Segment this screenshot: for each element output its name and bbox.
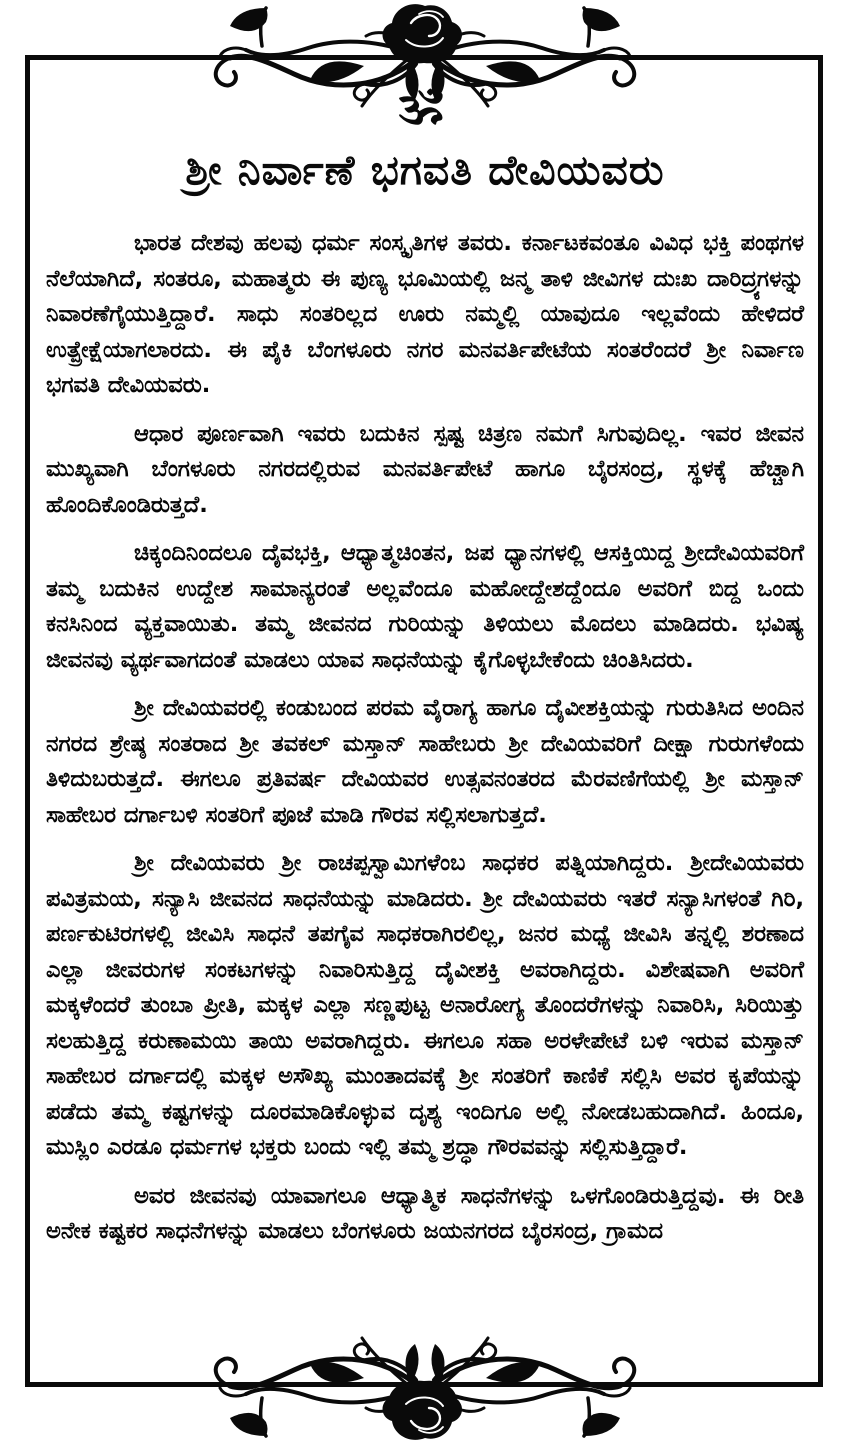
body-paragraph: ಶ್ರೀ ದೇವಿಯವರು ಶ್ರೀ ರಾಚಪ್ಪಸ್ವಾಮಿಗಳೆಂಬ ಸಾಧಕರ ಪತ್ನಿಯಾಗಿದ್ದರು. ಶ್ರೀದೇವಿಯವರು ಪವಿತ್ರಮಯ, ಸನ್ಯಾಸಿ ಜೀವನದ ಸಾಧನೆಯನ್ನು ಮಾಡಿದರು. ಶ್ರೀ ದೇವಿಯವರು ಇತರೆ ಸನ್ಯಾಸಿಗಳಂತೆ ಗಿರಿ, ಪರ್ಣಕುಟಿರಗಳಲ್ಲಿ ಜೀವಿಸಿ ಸಾಧನೆ ತಪಗೈವ ಸಾಧಕರಾಗಿರಲಿಲ್ಲ, ಜನರ ಮಧ್ಯೆ ಜೀವಿಸಿ ತನ್ನಲ್ಲಿ ಶರಣಾದ ಎಲ್ಲಾ ಜೀವರುಗಳ ಸಂಕಟಗಳನ್ನು ನಿವಾರಿಸುತ್ತಿದ್ದ ದೈವೀಶಕ್ತಿ ಅವರಾಗಿದ್ದರು. ವಿಶೇಷವಾಗಿ ಅವರಿಗೆ ಮಕ್ಕಳೆಂದರೆ ತುಂಬಾ ಪ್ರೀತಿ, ಮಕ್ಕಳ ಎಲ್ಲಾ ಸಣ್ಣಪುಟ್ಟ ಅನಾರೋಗ್ಯ ತೊಂದರೆಗಳನ್ನು ನಿವಾರಿಸಿ, ಸಿರಿಯಿತ್ತು ಸಲಹುತ್ತಿದ್ದ ಕರುಣಾಮಯಿ ತಾಯಿ ಅವರಾಗಿದ್ದರು. ಈಗಲೂ ಸಹಾ ಅರಳೇಪೇಟೆ ಬಳಿ ಇರುವ ಮಸ್ತಾನ್ ಸಾಹೇಬರ ದರ್ಗಾದಲ್ಲಿ ಮಕ್ಕಳ ಅಸೌಖ್ಯ ಮುಂತಾದವಕ್ಕೆ ಶ್ರೀ ಸಂತರಿಗೆ ಕಾಣಿಕೆ ಸಲ್ಲಿಸಿ ಅವರ ಕೃಪೆಯನ್ನು ಪಡೆದು ತಮ್ಮ ಕಷ್ಟಗಳನ್ನು ದೂರಮಾಡಿಕೊಳ್ಳುವ ದೃಶ್ಯ ಇಂದಿಗೂ ಅಲ್ಲಿ ನೋಡಬಹುದಾಗಿದೆ. ಹಿಂದೂ, ಮುಸ್ಲಿಂ ಎರಡೂ ಧರ್ಮಗಳ ಭಕ್ತರು ಬಂದು ಇಲ್ಲಿ ತಮ್ಮ ಶ್ರದ್ಧಾ ಗೌರವವನ್ನು ಸಲ್ಲಿಸುತ್ತಿದ್ದಾರೆ. bbox=[46, 850, 804, 1160]
body-paragraph: ಶ್ರೀ ದೇವಿಯವರಲ್ಲಿ ಕಂಡುಬಂದ ಪರಮ ವೈರಾಗ್ಯ ಹಾಗೂ ದೈವೀಶಕ್ತಿಯನ್ನು ಗುರುತಿಸಿದ ಅಂದಿನ ನಗರದ ಶ್ರೇಷ್ಠ ಸಂತರಾದ ಶ್ರೀ ತವಕಲ್ ಮಸ್ತಾನ್ ಸಾಹೇಬರು ಶ್ರೀ ದೇವಿಯವರಿಗೆ ದೀಕ್ಷಾ ಗುರುಗಳೆಂದು ತಿಳಿದುಬರುತ್ತದೆ. ಈಗಲೂ ಪ್ರತಿವರ್ಷ ದೇವಿಯವರ ಉತ್ಸವನಂತರದ ಮೆರವಣಿಗೆಯಲ್ಲಿ ಶ್ರೀ ಮಸ್ತಾನ್ ಸಾಹೇಬರ ದರ್ಗಾಬಳಿ ಸಂತರಿಗೆ ಪೂಜೆ ಮಾಡಿ ಗೌರವ ಸಲ್ಲಿಸಲಾಗುತ್ತದೆ. bbox=[46, 695, 804, 828]
body-paragraph: ಆಧಾರ ಪೂರ್ಣವಾಗಿ ಇವರು ಬದುಕಿನ ಸ್ಪಷ್ಟ ಚಿತ್ರಣ ನಮಗೆ ಸಿಗುವುದಿಲ್ಲ. ಇವರ ಜೀವನ ಮುಖ್ಯವಾಗಿ ಬೆಂಗಳೂರು ನಗರದಲ್ಲಿರುವ ಮನವರ್ತಿಪೇಟೆ ಹಾಗೂ ಬೈರಸಂದ್ರ, ಸ್ಥಳಕ್ಕೆ ಹೆಚ್ಚಾಗಿ ಹೊಂದಿಕೊಂಡಿರುತ್ತದೆ. bbox=[46, 420, 804, 518]
om-symbol: ॐ bbox=[399, 78, 451, 134]
rose-flourish-bottom-ornament bbox=[190, 1332, 660, 1442]
body-paragraph: ಚಿಕ್ಕಂದಿನಿಂದಲೂ ದೈವಭಕ್ತಿ, ಆಧ್ಯಾತ್ಮಚಿಂತನ, ಜಪ ಧ್ಯಾನಗಳಲ್ಲಿ ಆಸಕ್ತಿಯಿದ್ದ ಶ್ರೀದೇವಿಯವರಿಗೆ ತಮ್ಮ ಬದುಕಿನ ಉದ್ದೇಶ ಸಾಮಾನ್ಯರಂತೆ ಅಲ್ಲವೆಂದೂ ಮಹೋದ್ದೇಶದ್ದೆಂದೂ ಅವರಿಗೆ ಬಿದ್ದ ಒಂದು ಕನಸಿನಿಂದ ವ್ಯಕ್ತವಾಯಿತು. ತಮ್ಮ ಜೀವನದ ಗುರಿಯನ್ನು ತಿಳಿಯಲು ಮೊದಲು ಮಾಡಿದರು. ಭವಿಷ್ಯ ಜೀವನವು ವ್ಯರ್ಥವಾಗದಂತೆ ಮಾಡಲು ಯಾವ ಸಾಧನೆಯನ್ನು ಕೈಗೊಳ್ಳಬೇಕೆಂದು ಚಿಂತಿಸಿದರು. bbox=[46, 540, 804, 673]
body-paragraph: ಭಾರತ ದೇಶವು ಹಲವು ಧರ್ಮ ಸಂಸ್ಕೃತಿಗಳ ತವರು. ಕರ್ನಾಟಕವಂತೂ ವಿವಿಧ ಭಕ್ತಿ ಪಂಥಗಳ ನೆಲೆಯಾಗಿದೆ, ಸಂತರೂ, ಮಹಾತ್ಮರು ಈ ಪುಣ್ಯ ಭೂಮಿಯಲ್ಲಿ ಜನ್ಮ ತಾಳಿ ಜೀವಿಗಳ ದುಃಖ ದಾರಿದ್ರ್ಯಗಳನ್ನು ನಿವಾರಣೆಗೈಯುತ್ತಿದ್ದಾರೆ. ಸಾಧು ಸಂತರಿಲ್ಲದ ಊರು ನಮ್ಮಲ್ಲಿ ಯಾವುದೂ ಇಲ್ಲವೆಂದು ಹೇಳಿದರೆ ಉತ್ಪ್ರೇಕ್ಷೆಯಾಗಲಾರದು. ಈ ಪೈಕಿ ಬೆಂಗಳೂರು ನಗರ ಮನವರ್ತಿಪೇಟೆಯ ಸಂತರೆಂದರೆ ಶ್ರೀ ನಿರ್ವಾಣ ಭಗವತಿ ದೇವಿಯವರು. bbox=[46, 230, 804, 398]
page-title: ಶ್ರೀ ನಿರ್ವಾಣೆ ಭಗವತಿ ದೇವಿಯವರು bbox=[185, 146, 665, 194]
body-paragraph: ಅವರ ಜೀವನವು ಯಾವಾಗಲೂ ಆಧ್ಯಾತ್ಮಿಕ ಸಾಧನೆಗಳನ್ನು ಒಳಗೊಂಡಿರುತ್ತಿದ್ದವು. ಈ ರೀತಿ ಅನೇಕ ಕಷ್ಟಕರ ಸಾಧನೆಗಳನ್ನು ಮಾಡಲು ಬೆಂಗಳೂರು ಜಯನಗರದ ಬೈರಸಂದ್ರ, ಗ್ರಾಮದ bbox=[46, 1182, 804, 1244]
body-text bbox=[46, 226, 804, 1263]
